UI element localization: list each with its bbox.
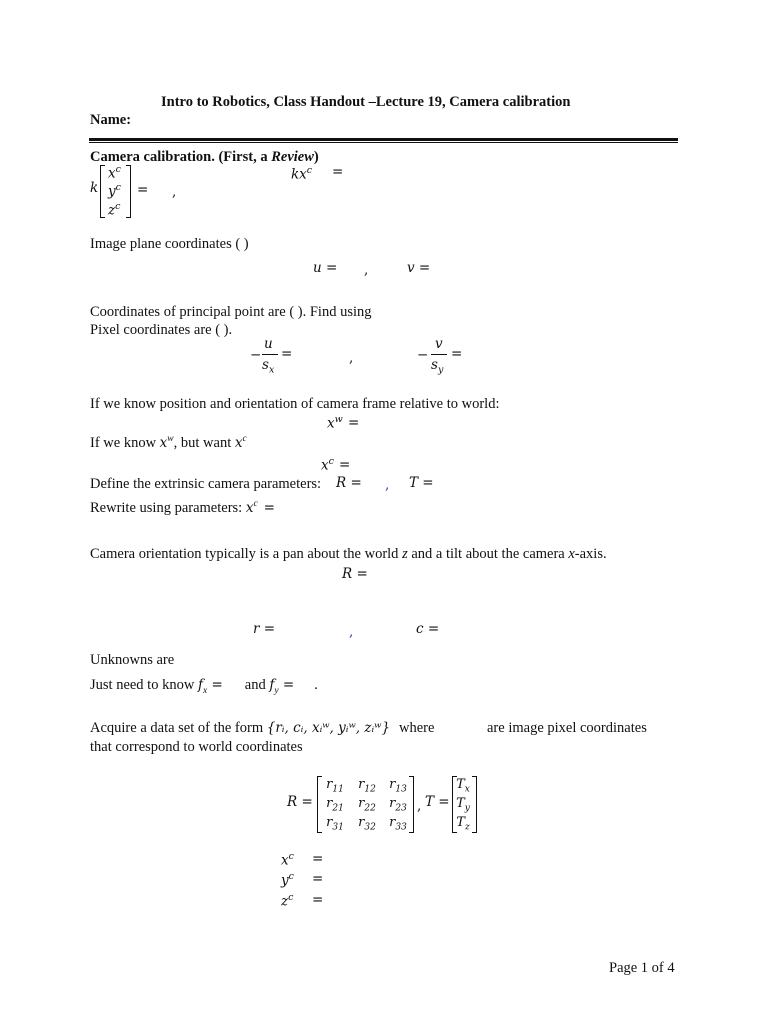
page-number: Page 1 of 4 xyxy=(609,960,675,976)
orientation-R: R = xyxy=(342,566,368,582)
eq1-rhs-equals: = xyxy=(332,164,344,180)
name-label: Name: xyxy=(90,112,132,128)
world-xw-equals: = xyxy=(348,415,360,431)
acquire-where: where xyxy=(399,720,435,736)
extrinsic-R: R = xyxy=(336,475,362,491)
matrix-R-cell: $r_{21}$ xyxy=(326,796,344,814)
rewrite-text: Rewrite using parameters: $x^c$ = xyxy=(90,499,275,516)
eq1-k: k xyxy=(90,180,99,196)
matrix-R-cell: $r_{11}$ xyxy=(326,777,344,795)
matrix-comma: , xyxy=(417,798,422,814)
page-title: Intro to Robotics, Class Handout –Lecture 19, Camera calibration xyxy=(161,94,571,110)
principal-line2: Pixel coordinates are ( ). xyxy=(90,322,233,338)
principal-v-equals: = xyxy=(451,346,463,362)
header-rule-thin xyxy=(89,142,678,143)
header-rule xyxy=(89,138,678,141)
world-xw: $x^w$ xyxy=(327,414,343,432)
eq1-comma: , xyxy=(172,184,177,200)
coord-xc: $x^c$ xyxy=(281,851,294,869)
matrix-T-cell: $T_x$ xyxy=(456,777,470,795)
matrix-R-cell: $r_{13}$ xyxy=(389,777,407,795)
matrix-R-label: R = xyxy=(287,794,313,810)
image-plane-u: u = xyxy=(313,260,338,276)
image-plane-comma: , xyxy=(364,262,369,278)
principal-comma: , xyxy=(349,350,354,366)
image-plane-text: Image plane coordinates ( ) xyxy=(90,236,249,252)
just-need-line: Just need to know $f_x$ = and $f_y$ = . xyxy=(90,677,318,696)
coord-xc-equals: = xyxy=(312,851,324,867)
acquire-post: are image pixel coordinates xyxy=(487,720,647,736)
world-xc-equals: = xyxy=(339,457,351,473)
principal-u-fraction-bar xyxy=(262,354,278,355)
orientation-c: c = xyxy=(416,621,440,637)
principal-u-minus: − xyxy=(250,347,262,363)
eq1-left-bracket xyxy=(100,165,105,218)
image-plane-v: v = xyxy=(407,260,431,276)
eq1-right-bracket xyxy=(126,165,131,218)
orientation-comma: , xyxy=(349,624,354,640)
eq1-z: $z^c$ xyxy=(108,201,121,219)
matrix-T-cell: $T_z$ xyxy=(456,815,470,833)
extrinsic-comma: , xyxy=(385,477,390,493)
unknowns-label: Unknowns are xyxy=(90,652,175,668)
coord-yc: $y^c$ xyxy=(281,871,294,889)
extrinsic-text: Define the extrinsic camera parameters: xyxy=(90,476,322,492)
extrinsic-T: T = xyxy=(409,475,434,491)
eq1-equals: = xyxy=(137,182,149,198)
eq1-x: $x^c$ xyxy=(108,164,121,182)
matrix-R-cell: $r_{33}$ xyxy=(389,815,407,833)
world-line2: If we know $x^w$, but want $x^c$ xyxy=(90,434,247,451)
acquire-line1: Acquire a data set of the form {rᵢ, cᵢ, xᵢʷ, yᵢʷ, zᵢʷ} xyxy=(90,720,391,736)
principal-v-fraction-bar xyxy=(431,354,447,355)
principal-line1: Coordinates of principal point are ( ). Find using xyxy=(90,304,372,320)
eq1-y: $y^c$ xyxy=(108,182,121,200)
eq1-rhs: $kx^c$ xyxy=(291,165,313,183)
acquire-line2: that correspond to world coordinates xyxy=(90,739,303,755)
principal-v-num: v xyxy=(435,336,443,352)
matrix-R-cell: $r_{31}$ xyxy=(326,815,344,833)
coord-zc-equals: = xyxy=(312,892,324,908)
principal-u-den: $s_x$ xyxy=(262,357,275,376)
coord-zc: $z^c$ xyxy=(281,892,294,910)
matrix-R-cell: $r_{22}$ xyxy=(358,796,376,814)
world-xc: $x^c$ xyxy=(321,456,334,474)
matrix-R-cell: $r_{12}$ xyxy=(358,777,376,795)
matrix-R-cell: $r_{32}$ xyxy=(358,815,376,833)
orientation-text: Camera orientation typically is a pan about the world z and a tilt about the camera x-axis. xyxy=(90,546,607,562)
matrix-R-cell: $r_{23}$ xyxy=(389,796,407,814)
matrix-T-label: T = xyxy=(425,794,450,810)
principal-u-num: u xyxy=(264,336,273,352)
matrix-T-cell: $T_y$ xyxy=(456,796,470,814)
principal-u-equals: = xyxy=(281,346,293,362)
orientation-r: r = xyxy=(253,621,276,637)
section-heading: Camera calibration. (First, a Review) xyxy=(90,149,319,165)
world-line1: If we know position and orientation of camera frame relative to world: xyxy=(90,396,500,412)
coord-yc-equals: = xyxy=(312,871,324,887)
principal-v-minus: − xyxy=(417,347,429,363)
principal-v-den: $s_y$ xyxy=(431,357,444,376)
